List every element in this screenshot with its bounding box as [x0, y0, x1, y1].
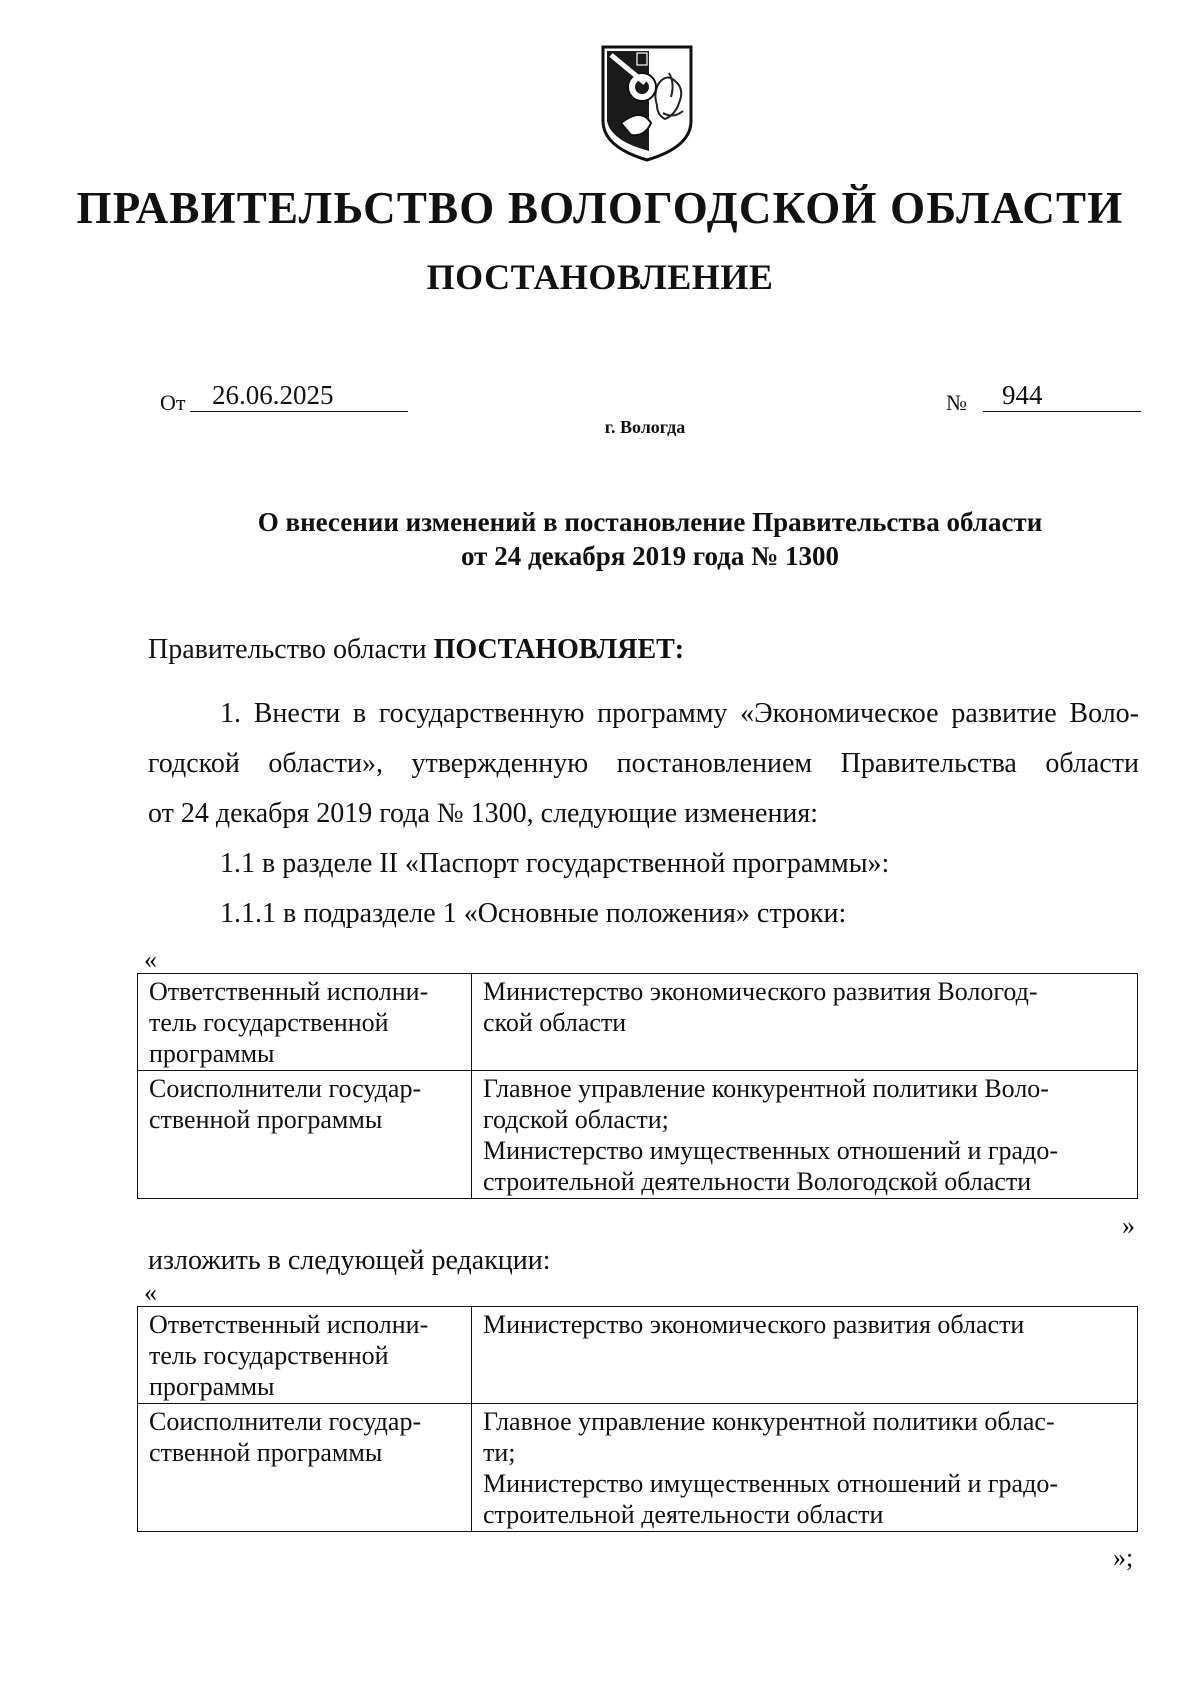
table-row	[138, 1404, 1138, 1532]
cell-line: Ответственный исполни-	[149, 1310, 429, 1339]
item-1-line: годской области», утвержденную постановлением Правительства области	[148, 748, 1139, 779]
table-row	[138, 1307, 1138, 1404]
open-quote: «	[144, 1278, 157, 1307]
cell-line: тель государственной	[149, 1341, 389, 1370]
cell-line: строительной деятельности Вологодской области	[483, 1167, 1032, 1196]
date-underline	[190, 411, 408, 412]
item-1-1: 1.1 в разделе II «Паспорт государственной программы»:	[220, 848, 890, 879]
cell-line: программы	[149, 1372, 275, 1401]
document-date: 26.06.2025	[212, 380, 334, 410]
cell-line: Министерство имущественных отношений и градо-	[483, 1469, 1058, 1498]
resolve-word: ПОСТАНОВЛЯЕТ:	[433, 634, 685, 665]
cell-line: Главное управление конкурентной политики Воло-	[483, 1074, 1049, 1103]
close-quote-semicolon: »;	[1113, 1543, 1134, 1572]
cell-line: Главное управление конкурентной политики облас-	[483, 1407, 1055, 1436]
table-row	[138, 1071, 1138, 1199]
vologda-coat-of-arms-icon	[599, 43, 695, 163]
new-table	[137, 1306, 1138, 1532]
document-type-title: ПОСТАНОВЛЕНИЕ	[426, 257, 774, 297]
resolve-paragraph	[148, 634, 684, 666]
cell-line: ственной программы	[149, 1438, 383, 1467]
table-cell-value	[472, 1404, 1138, 1532]
cell-line: Министерство экономического развития Вологод-	[483, 977, 1038, 1006]
resolve-prefix: Правительство области	[148, 634, 434, 665]
number-underline	[983, 411, 1141, 412]
cell-line: ской области	[483, 1008, 627, 1037]
open-quote: «	[144, 945, 157, 974]
cell-line: годской области;	[483, 1105, 669, 1134]
cell-line: Министерство экономического развития области	[483, 1310, 1025, 1339]
table-cell-label	[138, 1307, 472, 1404]
cell-line: тель государственной	[149, 1008, 389, 1037]
cell-line: программы	[149, 1039, 275, 1068]
subject-line: от 24 декабря 2019 года № 1300	[461, 541, 839, 571]
cell-line: Соисполнители государ-	[149, 1407, 422, 1436]
table-cell-label	[138, 1071, 472, 1199]
cell-line: ственной программы	[149, 1105, 383, 1134]
cell-line: ти;	[483, 1438, 516, 1467]
date-prefix: От	[160, 390, 186, 415]
table-cell-label	[138, 974, 472, 1071]
item-1-1-1: 1.1.1 в подразделе 1 «Основные положения» строки:	[220, 898, 847, 929]
document-subject	[0, 505, 1200, 573]
table-cell-value	[472, 974, 1138, 1071]
table-cell-value	[472, 1071, 1138, 1199]
old-table	[137, 973, 1138, 1199]
item-1-line: 1. Внести в государственную программу «Экономическое развитие Воло-	[220, 698, 1139, 729]
item-1-line: от 24 декабря 2019 года № 1300, следующие изменения:	[148, 798, 819, 829]
table-cell-value	[472, 1307, 1138, 1404]
cell-line: строительной деятельности области	[483, 1500, 884, 1529]
cell-line: Министерство имущественных отношений и градо-	[483, 1136, 1058, 1165]
subject-line: О внесении изменений в постановление Правительства области	[257, 507, 1043, 537]
document-number: 944	[1002, 380, 1043, 410]
number-prefix: №	[946, 390, 967, 415]
document-city: г. Вологда	[604, 417, 686, 437]
cell-line: Соисполнители государ-	[149, 1074, 422, 1103]
table-cell-label	[138, 1404, 472, 1532]
close-quote: »	[1122, 1211, 1135, 1240]
restate-paragraph: изложить в следующей редакции:	[148, 1245, 551, 1276]
government-title: ПРАВИТЕЛЬСТВО ВОЛОГОДСКОЙ ОБЛАСТИ	[76, 183, 1124, 233]
cell-line: Ответственный исполни-	[149, 977, 429, 1006]
table-row	[138, 974, 1138, 1071]
